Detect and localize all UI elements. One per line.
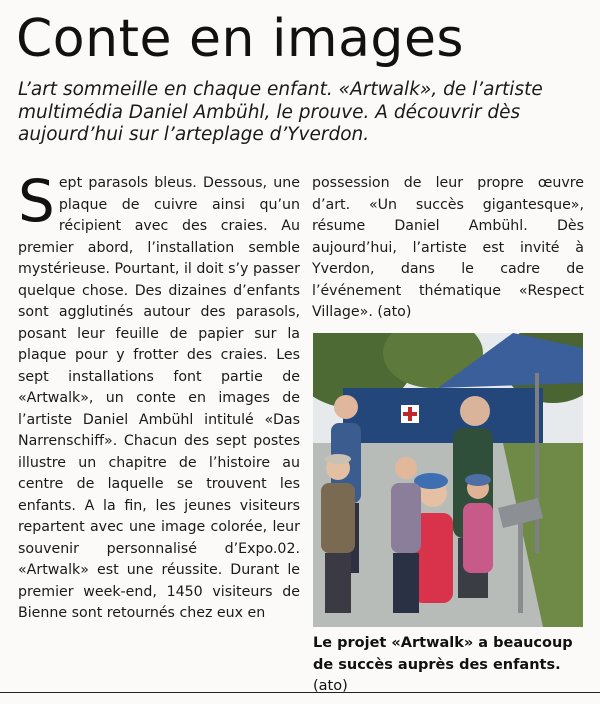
- caption-text: Le projet «Artwalk» a beaucoup de succès auprès des enfants.: [313, 635, 573, 673]
- drop-cap: S: [18, 167, 55, 235]
- article-photo: [313, 333, 583, 627]
- body-paragraph-left: [18, 167, 300, 625]
- photo-child-cap: [321, 483, 355, 553]
- photo-caption: [313, 633, 588, 698]
- photo-children-at-parasol: [313, 333, 583, 627]
- photo-blue-wall: [343, 388, 543, 443]
- body-text-right: possession de leur propre œuvre d’art. «Un succès gigantesque», résume Daniel Ambühl. Dès aujourd’hui, l’artiste est invité à Yverdon, dans le cadre de l’événement thématique «Respect Village». (ato): [312, 175, 584, 320]
- caption-credit: (ato): [313, 678, 348, 694]
- lead-paragraph: L’art sommeille en chaque enfant. «Artwalk», de l’artiste multimédia Daniel Ambühl, le prouve. A découvrir dès aujourd’hui sur l’arteplage d’Yverdon.: [18, 79, 543, 145]
- headline: Conte en images: [16, 9, 465, 69]
- body-text-left: ept parasols bleus. Dessous, une plaque de cuivre ainsi qu’un récipient avec des craies. Au premier abord, l’installation semble mystérieuse. Pourtant, il doit s’y passer quelque chose. Des dizaines d’enfants sont agglutinés autour des parasols, posant leur feuille de papier sur la plaque pour y frotter des craies. Les sept installations font partie de «Artwalk», un conte en images de l’artiste Daniel Ambühl intitulé «Das Narrenschiff». Chacun des sept postes illustre un chapitre de l’histoire au centre de laquelle se trouvent les enfants. A la fin, les jeunes visiteurs repartent avec une image colorée, leur souvenir personnalisé d’Expo.02. «Artwalk» est une réussite. Durant le premier week-end, 1450 visiteurs de Bienne sont retournés chez eux en: [18, 175, 300, 621]
- photo-parasol-pole: [535, 373, 539, 553]
- page-divider: [0, 692, 600, 693]
- photo-child-middle: [391, 483, 421, 553]
- article-column-right: [312, 173, 584, 324]
- photo-child-pink: [463, 503, 493, 573]
- article-column-left: [18, 167, 300, 625]
